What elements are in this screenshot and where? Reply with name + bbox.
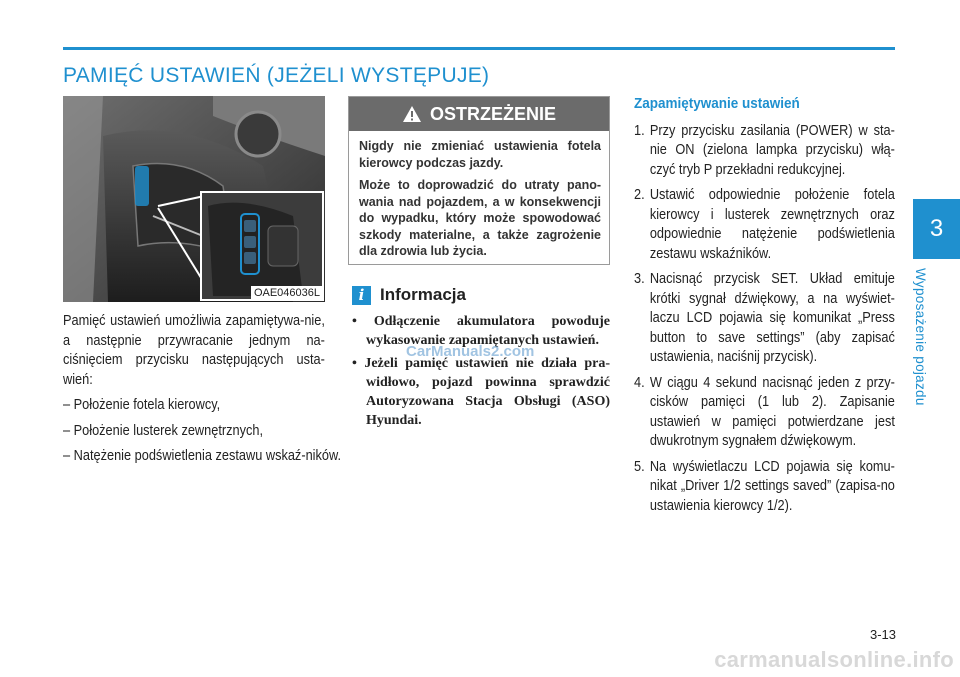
page-number: 3-13 — [869, 627, 896, 642]
intro-item-cluster: – Natężenie podświetlenia zestawu wskaź-ników. — [63, 448, 342, 464]
step-number: 5. — [634, 458, 645, 475]
step-number: 3. — [634, 271, 645, 287]
step-text: W ciągu 4 sekund nacisnąć jeden z przy-cisków pamięci (1 lub 2). Zapisanie ustawień w pamięci potwierdzane jest dwukrotnym sygnałem dźwiękowym. — [649, 374, 895, 449]
step-text: Przy przycisku zasilania (POWER) w sta-nie ON (zielona lampka przycisku) włą-czyć tryb P przekładni redukcyjnej. — [649, 122, 895, 178]
step-item — [634, 122, 895, 181]
chapter-label-text: Wyposażenie pojazdu — [913, 268, 928, 406]
photo-code: OAE046036L — [251, 286, 323, 300]
info-item: • Odłączenie akumulatora powoduje wykasowanie zapamiętanych ustawień. — [352, 314, 610, 348]
chapter-tab[interactable] — [913, 199, 960, 259]
warning-triangle-icon — [402, 105, 422, 123]
warning-title: OSTRZEŻENIE — [429, 103, 556, 124]
intro-text: Pamięć ustawień umożliwia zapamiętywa-nie, a następnie przywracanie jednym na-ciśnięciem przycisku następujących usta-wień: — [63, 313, 325, 388]
step-number: 2. — [634, 187, 645, 203]
info-header — [352, 285, 466, 305]
footer-watermark: carmanualsonline.info — [714, 647, 954, 672]
step-number: 1. — [634, 122, 645, 139]
top-rule — [63, 47, 895, 50]
info-item: • Jeżeli pamięć ustawień nie działa pra-widłowo, pojazd powinna sprawdzić Autoryzowana Stacja Obsługi (ASO) Hyundai. — [352, 356, 610, 428]
info-title: Informacja — [380, 285, 466, 304]
door-panel-photo — [63, 96, 325, 302]
step-item — [634, 374, 895, 452]
step-item — [634, 270, 895, 368]
door-panel-illustration — [63, 96, 325, 302]
memorize-steps — [634, 122, 895, 517]
chapter-label — [913, 268, 947, 408]
section-title: PAMIĘĆ USTAWIEŃ (JEŻELI WYSTĘPUJE) — [63, 64, 490, 87]
intro-column — [63, 312, 342, 473]
info-icon: i — [352, 286, 371, 305]
warning-paragraph: Nigdy nie zmieniać ustawienia fotela kierowcy podczas jazdy. — [359, 139, 601, 170]
info-list — [352, 312, 610, 434]
step-text: Ustawić odpowiednie położenie fotela kierowcy i lusterek zewnętrznych oraz odpowiednie natężenie podświetlenia zestawu wskaźników. — [649, 187, 895, 262]
step-item — [634, 458, 895, 517]
watermark: CarManuals2.com — [406, 343, 535, 360]
step-text: Nacisnąć przycisk SET. Układ emituje krótki sygnał dźwiękowy, a na wyświet-laczu LCD pojawia się komunikat „Press button to save settings” (aby zapisać ustawienia, naciśnij przycisk). — [649, 271, 895, 365]
memorize-column — [634, 94, 895, 522]
warning-header — [349, 97, 609, 131]
warning-box — [348, 96, 610, 265]
step-text: Na wyświetlaczu LCD pojawia się komu-nikat „Driver 1/2 settings saved” (zapisa-no ustawienia kierowcy 1/2). — [649, 458, 895, 514]
memorize-title: Zapamiętywanie ustawień — [634, 95, 800, 112]
warning-paragraph: Może to doprowadzić do utraty pano-wania nad pojazdem, a w konsekwencji do wypadku, który może spowodować szkody materialne, a także zagrożenie dla zdrowia lub życia. — [359, 178, 601, 258]
step-item — [634, 186, 895, 264]
chapter-number: 3 — [929, 215, 944, 242]
intro-item-mirrors: – Położenie lusterek zewnętrznych, — [63, 422, 264, 439]
step-number: 4. — [634, 374, 645, 391]
intro-item-seat: – Położenie fotela kierowcy, — [63, 397, 221, 413]
warning-body — [349, 131, 609, 260]
